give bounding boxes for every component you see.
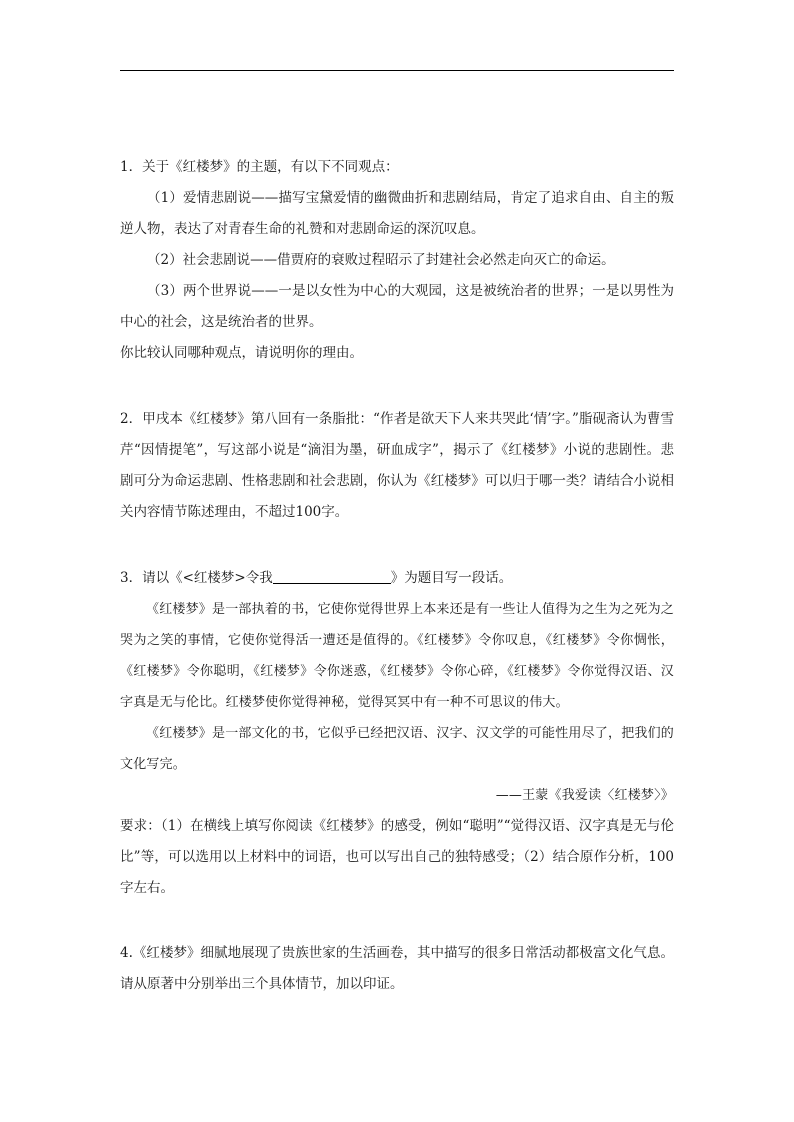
q1-stem: 1．关于《红楼梦》的主题，有以下不同观点： bbox=[120, 159, 399, 175]
question-1 bbox=[120, 152, 674, 369]
q3-passage-2: 《红楼梦》是一部文化的书，它似乎已经把汉语、汉字、汉文学的可能性用尽了，把我们的文化写完。 bbox=[120, 726, 675, 772]
question-3 bbox=[120, 563, 674, 904]
q3-passage-1: 《红楼梦》是一部执着的书，它使你觉得世界上本来还是有一些让人值得为之生为之死为之哭为之笑的事情，它使你觉得活一遭还是值得的。《红楼梦》令你叹息，《红楼梦》令你惆怅，《红楼梦》令你聪明，《红楼梦》令你迷惑，《红楼梦》令你心碎，《红楼梦》令你觉得汉语、汉字真是无与伦比。红楼梦使你觉得神秘，觉得冥冥中有一种不可思议的伟大。 bbox=[120, 602, 675, 710]
q3-stem-after: 》为题目写一段话。 bbox=[390, 570, 513, 586]
header-rule bbox=[120, 70, 674, 71]
question-2 bbox=[120, 404, 674, 528]
q1-ask: 你比较认同哪种观点，请说明你的理由。 bbox=[120, 345, 363, 361]
question-4 bbox=[120, 938, 674, 1000]
q1-view-1: （1）爱情悲剧说——描写宝黛爱情的幽微曲折和悲剧结局，肯定了追求自由、自主的叛逆人物，表达了对青春生命的礼赞和对悲剧命运的深沉叹息。 bbox=[120, 190, 674, 237]
q3-stem bbox=[120, 563, 674, 594]
document-body bbox=[120, 152, 674, 1000]
q1-view-2: （2）社会悲剧说——借贾府的衰败过程昭示了封建社会必然走向灭亡的命运。 bbox=[147, 252, 615, 268]
q3-source: ——王蒙《我爱读〈红楼梦〉》 bbox=[495, 788, 674, 803]
q1-view-3: （3）两个世界说——一是以女性为中心的大观园，这是被统治者的世界；一是以男性为中心的社会，这是统治者的世界。 bbox=[120, 283, 674, 330]
q3-stem-before: 3．请以《<红楼梦>令我 bbox=[120, 570, 273, 586]
q3-requirement: 要求：（1）在横线上填写你阅读《红楼梦》的感受，例如“聪明”“觉得汉语、汉字真是无与伦比”等，可以选用以上材料中的词语，也可以写出自己的独特感受；（2）结合原作分析，100字左右。 bbox=[120, 818, 674, 896]
q4-text: 4.《红楼梦》细腻地展现了贵族世家的生活画卷，其中描写的很多日常活动都极富文化气息。请从原著中分别举出三个具体情节，加以印证。 bbox=[120, 945, 674, 992]
q2-text: 2．甲戌本《红楼梦》第八回有一条脂批：“作者是欲天下人来共哭此‘情’字。”脂砚斋认为曹雪芹“因情提笔”，写这部小说是“滴泪为墨，研血成字”，揭示了《红楼梦》小说的悲剧性。悲剧可分为命运悲剧、性格悲剧和社会悲剧，你认为《红楼梦》可以归于哪一类？请结合小说相关内容情节陈述理由，不超过100字。 bbox=[120, 411, 674, 520]
q3-fill-blank[interactable] bbox=[273, 569, 391, 584]
